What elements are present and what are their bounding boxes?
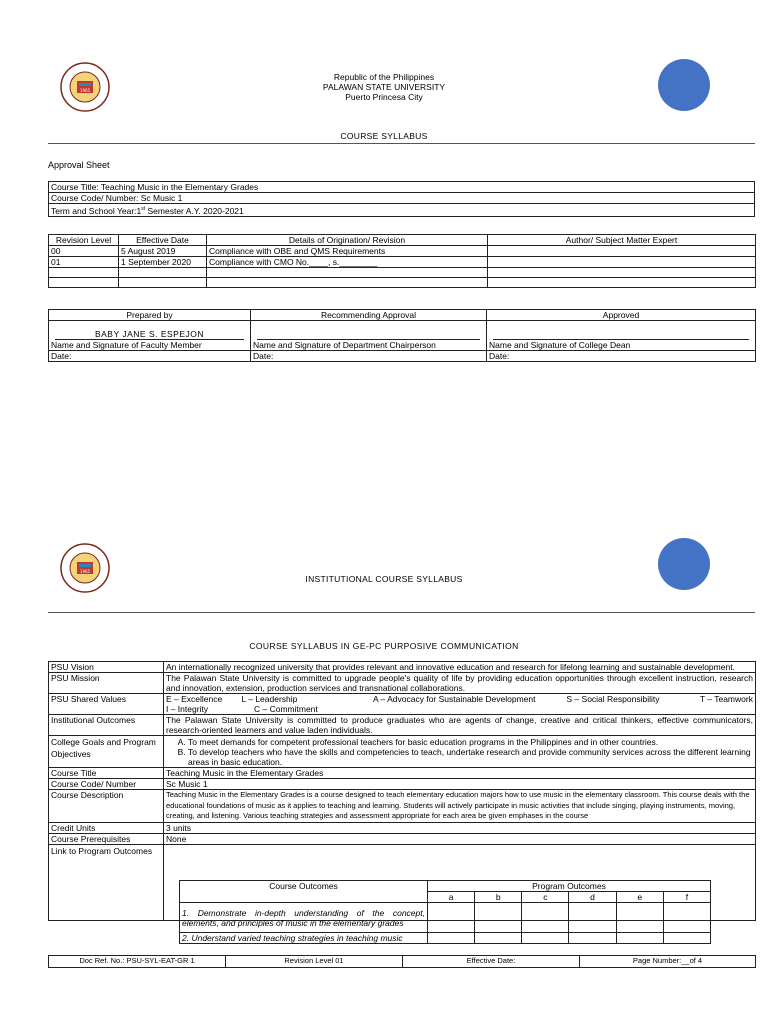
value-item: C – Commitment [254,704,318,714]
course-code: Sc Music 1 [164,779,756,790]
outcome-letter: f [663,892,710,903]
program-outcomes-header: Program Outcomes [428,881,711,892]
course-title: Teaching Music in the Elementary Grades [164,768,756,779]
empty-cell [428,933,475,944]
row-label: College Goals and Program Objectives [49,736,164,768]
row-label: PSU Vision [49,662,164,673]
university-seal-logo [60,62,110,112]
row-label: Course Description [49,790,164,823]
revision-details: Compliance with OBE and QMS Requirements [207,246,488,257]
document-footer [48,955,756,968]
revision-author [488,246,756,257]
psu-shared-values [164,694,756,715]
signature-caption: Name and Signature of College Dean [489,340,631,350]
row-label: Link to Program Outcomes [49,844,164,920]
svg-text:1965: 1965 [79,569,91,574]
row-label: Institutional Outcomes [49,715,164,736]
approved-header: Approved [487,310,756,321]
divider [48,612,755,613]
recommending-signature [251,321,487,351]
empty-cell [428,903,475,933]
term-cell: Term and School Year:1st Semester A.Y. 2020-2021 [49,204,755,217]
page-title: COURSE SYLLABUS [340,131,428,141]
course-outcomes-header: Course Outcomes [180,881,428,903]
table-row [49,257,756,268]
psu-vision: An internationally recognized university that provides relevant and innovative education and research for lifelong learning and sustainable development. [164,662,756,673]
value-item: A – Advocacy for Sustainable Development [372,694,536,704]
revision-table [48,234,756,288]
empty-cell [475,933,522,944]
table-row [180,903,711,933]
page-number: Page Number:__of 4 [580,956,756,968]
doc-ref-number: Doc Ref. No.: PSU-SYL-EAT-GR 1 [49,956,226,968]
outcome-letter: d [569,892,616,903]
outcome-letter: a [428,892,475,903]
svg-text:1965: 1965 [79,88,91,93]
row-label: Course Code/ Number [49,779,164,790]
revision-details: Compliance with CMO No.____, s.________ [207,257,488,268]
value-item: I – Integrity [166,704,209,714]
table-row [49,246,756,257]
college-goals [164,736,756,768]
empty-cell [663,903,710,933]
prepared-by-signature [49,321,251,351]
empty-cell [49,268,119,278]
empty-cell [207,268,488,278]
row-label: Course Title [49,768,164,779]
outcome-letter: c [522,892,569,903]
empty-cell [569,933,616,944]
empty-cell [475,903,522,933]
revision-header: Author/ Subject Matter Expert [488,235,756,246]
revision-author [488,257,756,268]
date-label: Date: [487,351,756,362]
outcome-letter: e [616,892,663,903]
course-title-cell: Course Title: Teaching Music in the Elementary Grades [49,182,755,193]
outcomes-table [179,880,711,944]
row-label: PSU Shared Values [49,694,164,715]
effective-date: Effective Date: [403,956,580,968]
goal-item: B. To develop teachers who have the skills and competencies to teach, undertake research and provide community services across the different learning areas in basic education. [188,747,753,767]
divider [48,143,755,144]
value-item: E – Excellence [166,694,223,704]
value-item: S – Social Responsibility [566,694,660,704]
blue-circle-logo [658,59,710,111]
revision-level: Revision Level 01 [226,956,403,968]
approval-sheet-label: Approval Sheet [48,160,110,170]
revision-header: Effective Date [119,235,207,246]
table-row [180,933,711,944]
course-prerequisites: None [164,833,756,844]
institutional-outcomes: The Palawan State University is committed to produce graduates who are agents of change, creative and critical thinkers, effective communicators, research-oriented learners and value laden individuals. [164,715,756,736]
approved-signature [487,321,756,351]
row-label: Credit Units [49,822,164,833]
revision-level: 01 [49,257,119,268]
empty-cell [119,268,207,278]
syllabus-subtitle: COURSE SYLLABUS IN GE-PC PURPOSIVE COMMUNICATION [249,641,519,651]
empty-cell [522,903,569,933]
course-outcome-item: 1. Demonstrate in-depth understanding of the concept, elements, and principles of music in the elementary grades [180,903,428,933]
row-label: PSU Mission [49,673,164,694]
empty-cell [663,933,710,944]
date-label: Date: [49,351,251,362]
header-line-2: PALAWAN STATE UNIVERSITY [322,82,446,92]
institutional-title: INSTITUTIONAL COURSE SYLLABUS [305,574,463,584]
recommending-approval-header: Recommending Approval [251,310,487,321]
goal-item: A. To meet demands for competent professional teachers for basic education programs in the Philippines and in other countries. [188,737,753,747]
empty-cell [616,903,663,933]
course-outcome-item: 2. Understand varied teaching strategies in teaching music [180,933,428,944]
signature-table [48,309,756,362]
empty-cell [488,268,756,278]
outcome-letter: b [475,892,522,903]
university-seal-logo [60,543,110,593]
course-code-cell: Course Code/ Number: Sc Music 1 [49,193,755,204]
value-item: T – Teamwork [699,694,753,704]
table-row [49,278,756,288]
prepared-by-name: BABY JANE S. ESPEJON [94,329,205,339]
table-row [49,268,756,278]
empty-cell [207,278,488,288]
date-label: Date: [251,351,487,362]
empty-cell [616,933,663,944]
header-line-1: Republic of the Philippines [333,72,435,82]
course-info-table [48,181,755,217]
row-label: Course Prerequisites [49,833,164,844]
empty-cell [488,278,756,288]
value-item: L – Leadership [241,694,298,704]
revision-header: Revision Level [49,235,119,246]
empty-cell [569,903,616,933]
prepared-by-header: Prepared by [49,310,251,321]
psu-mission: The Palawan State University is committed to upgrade people's quality of life by providing education opportunities through excellent instruction, research and innovation, extension, production services and transnational collaborations. [164,673,756,694]
credit-units: 3 units [164,822,756,833]
document-header [234,72,534,102]
empty-cell [522,933,569,944]
revision-level: 00 [49,246,119,257]
effective-date: 1 September 2020 [119,257,207,268]
effective-date: 5 August 2019 [119,246,207,257]
empty-cell [119,278,207,288]
course-description: Teaching Music in the Elementary Grades is a course designed to teach elementary education majors how to use music in the elementary classroom. This course deals with the educational foundations of music as it applies to teaching and learning. Students will actively participate in music activities that include singing, playing instruments, moving, creating, and listening. Various teaching strategies and assessment appropriate for each area be given emphases in the course [164,790,756,823]
signature-caption: Name and Signature of Faculty Member [51,340,202,350]
blue-circle-logo [658,538,710,590]
revision-header: Details of Origination/ Revision [207,235,488,246]
header-line-3: Puerto Princesa City [345,92,423,102]
empty-cell [49,278,119,288]
signature-caption: Name and Signature of Department Chairperson [253,340,436,350]
